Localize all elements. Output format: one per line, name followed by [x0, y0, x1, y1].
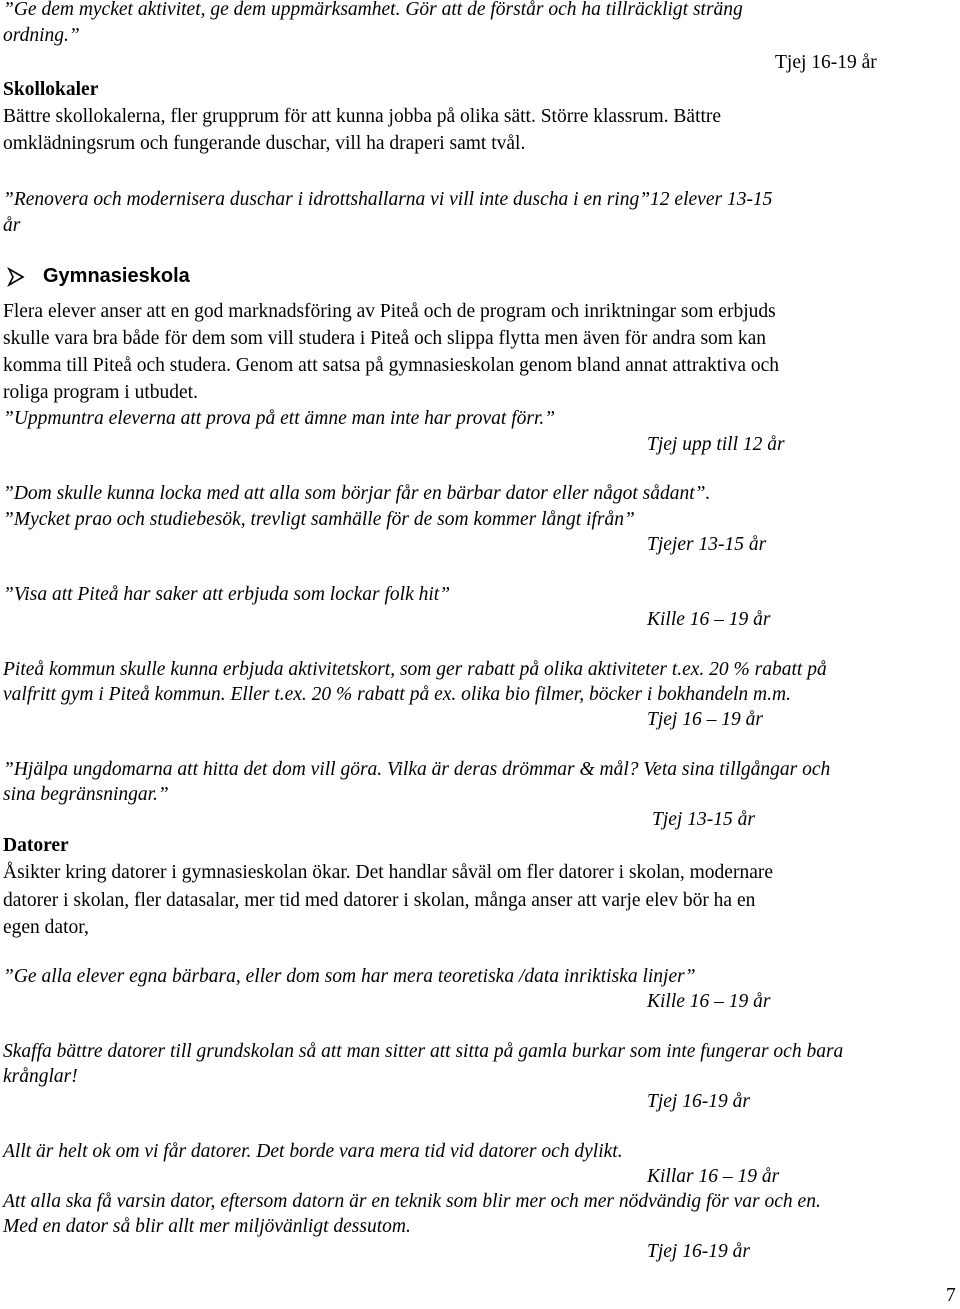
attribution: Tjej 16-19 år: [647, 1241, 750, 1262]
quote-line: ”Ge dem mycket aktivitet, ge dem uppmärksamhet. Gör att de förstår och ha tillräckligt sträng: [3, 0, 743, 20]
arrowhead-bullet-icon: [6, 267, 26, 287]
body-line: komma till Piteå och studera. Genom att satsa på gymnasieskolan genom bland annat attraktiva och: [3, 355, 780, 376]
quote-line: ”Dom skulle kunna locka med att alla som börjar får en bärbar dator eller något sådant”.: [3, 483, 711, 504]
attribution: Tjej 13-15 år: [652, 809, 755, 830]
quote-line: ordning.”: [3, 25, 80, 46]
section-heading-gymnasieskola: Gymnasieskola: [43, 265, 190, 287]
quote-line: sina begränsningar.”: [3, 784, 169, 805]
attribution: Tjej 16 – 19 år: [647, 709, 763, 730]
quote-line: år: [3, 215, 21, 236]
attribution: Kille 16 – 19 år: [647, 991, 771, 1012]
body-line: valfritt gym i Piteå kommun. Eller t.ex. 20 % rabatt på ex. olika bio filmer, böcker i bokhandeln m.m.: [3, 684, 791, 705]
page-number: 7: [946, 1285, 956, 1306]
attribution: Tjej 16-19 år: [775, 52, 877, 73]
attribution: Tjejer 13-15 år: [647, 534, 767, 555]
section-heading-skollokaler: Skollokaler: [3, 79, 99, 100]
body-line: Att alla ska få varsin dator, eftersom datorn är en teknik som blir mer och mer nödvändig för var och en.: [3, 1191, 821, 1212]
quote-line: ”Hjälpa ungdomarna att hitta det dom vill göra. Vilka är deras drömmar & mål? Veta sina tillgångar och: [3, 759, 831, 780]
body-line: roliga program i utbudet.: [3, 382, 198, 403]
body-line: Allt är helt ok om vi får datorer. Det borde vara mera tid vid datorer och dylikt.: [3, 1141, 623, 1162]
body-line: Flera elever anser att en god marknadsföring av Piteå och de program och inriktningar som erbjuds: [3, 301, 776, 322]
body-line: krånglar!: [3, 1066, 78, 1087]
attribution: Killar 16 – 19 år: [647, 1166, 780, 1187]
body-line: skulle vara bra både för dem som vill studera i Piteå och slippa flytta men även för andra som kan: [3, 328, 766, 349]
quote-line: ”Renovera och modernisera duschar i idrottshallarna vi vill inte duscha i en ring”12 elever 13-15: [3, 189, 773, 210]
body-line: Skaffa bättre datorer till grundskolan så att man sitter att sitta på gamla burkar som inte fungerar och bara: [3, 1041, 844, 1062]
attribution: Tjej 16-19 år: [647, 1091, 750, 1112]
body-line: Piteå kommun skulle kunna erbjuda aktivitetskort, som ger rabatt på olika aktiviteter t.ex. 20 % rabatt på: [3, 659, 827, 680]
body-line: Bättre skollokalerna, fler grupprum för att kunna jobba på olika sätt. Större klassrum. Bättre: [3, 106, 722, 127]
section-heading-datorer: Datorer: [3, 835, 69, 856]
attribution: Kille 16 – 19 år: [647, 609, 771, 630]
body-line: omklädningsrum och fungerande duschar, vill ha draperi samt tvål.: [3, 133, 526, 154]
body-line: egen dator,: [3, 917, 89, 938]
quote-line: ”Visa att Piteå har saker att erbjuda som lockar folk hit”: [3, 584, 451, 605]
quote-line: ”Uppmuntra eleverna att prova på ett ämne man inte har provat förr.”: [3, 408, 556, 429]
quote-line: ”Ge alla elever egna bärbara, eller dom som har mera teoretiska /data inriktiska linjer”: [3, 966, 696, 987]
body-line: Med en dator så blir allt mer miljövänligt dessutom.: [3, 1216, 411, 1237]
quote-line: ”Mycket prao och studiebesök, trevligt samhälle för de som kommer långt ifrån”: [3, 509, 635, 530]
body-line: Åsikter kring datorer i gymnasieskolan ökar. Det handlar såväl om fler datorer i skolan, modernare: [3, 862, 774, 883]
body-line: datorer i skolan, fler datasalar, mer tid med datorer i skolan, många anser att varje elev bör ha en: [3, 890, 756, 911]
attribution: Tjej upp till 12 år: [647, 434, 785, 455]
